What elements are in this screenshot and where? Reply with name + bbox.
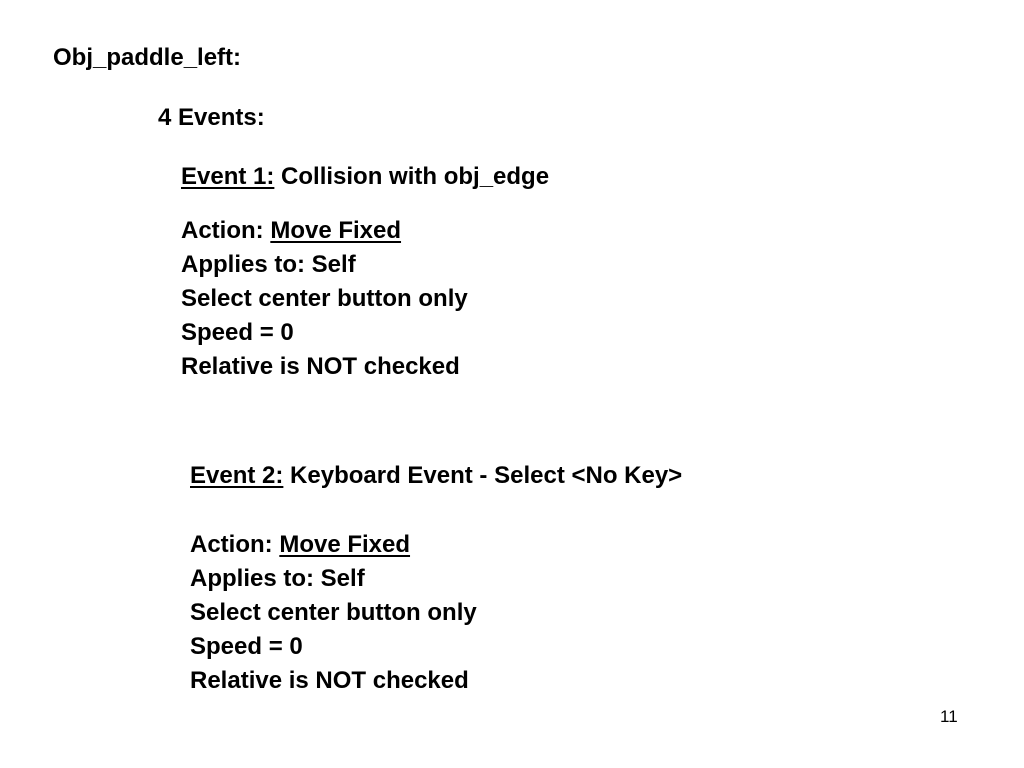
slide-title: Obj_paddle_left: [53, 44, 242, 71]
event-2-action-name: Move Fixed [279, 531, 411, 558]
event-2-applies-to: Applies to: Self [190, 565, 365, 592]
event-2-label: Event 2: [190, 462, 284, 489]
page-number: 11 [940, 707, 958, 726]
event-1-select-button: Select center button only [181, 285, 468, 312]
event-1-applies-to: Applies to: Self [181, 251, 356, 278]
events-heading: 4 Events: [158, 104, 265, 131]
event-1-block [181, 161, 549, 384]
event-1-speed: Speed = 0 [181, 319, 294, 346]
event-1-action-details [181, 214, 549, 384]
event-2-action-prefix: Action: [190, 531, 280, 558]
event-1-description: Collision with obj_edge [281, 163, 550, 190]
event-1-action-name: Move Fixed [270, 217, 402, 244]
event-2-speed: Speed = 0 [190, 633, 303, 660]
event-2-description: Keyboard Event - Select <No Key> [290, 462, 683, 489]
event-1-label: Event 1: [181, 163, 275, 190]
event-2-action-line [190, 528, 682, 562]
event-2-select-button: Select center button only [190, 599, 477, 626]
event-1-title [181, 161, 549, 193]
event-1-action-prefix: Action: [181, 217, 271, 244]
event-2-title [190, 460, 682, 492]
event-2-action-details [190, 528, 682, 698]
event-1-relative: Relative is NOT checked [181, 353, 460, 380]
event-2-block [190, 460, 682, 698]
event-2-relative: Relative is NOT checked [190, 667, 469, 694]
event-1-action-line [181, 214, 549, 248]
